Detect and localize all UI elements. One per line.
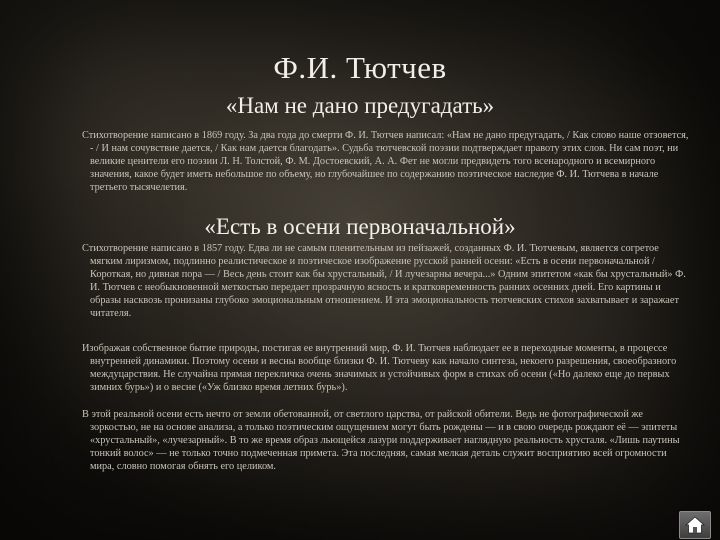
home-button[interactable] [679,511,711,539]
home-icon [685,516,705,534]
section-heading-2: «Есть в осени первоначальной» [204,214,516,239]
section-paragraph-1: Стихотворение написано в 1869 году. За два года до смерти Ф. И. Тютчев написал: «Нам не дано предугадать, / Как слово наше отзовется, - / И нам сочувствие дается, / Как нам дается благодать». Судьба тютчевской поэзии подтверждает правоту этих слов. Ни сам поэт, ни великие ценители его поэзии Л. Н. Толстой, Ф. М. Достоевский, А. А. Фет не могли предвидеть того всенародного и всемирного значения, какое будет иметь небольшое по объему, но глубочайшее по содержанию поэтическое наследие Ф. И. Тютчева в начале третьего тысячелетия. [82,130,689,193]
section-paragraph-2c: В этой реальной осени есть нечто от земли обетованной, от светлого царства, от райской обители. Ведь не фотографической же зоркостью, не на основе анализа, а только поэтическим ощущением могут быть рождены — и в свою очередь рождают её — эпитеты «хрустальный», «лучезарный». В то же время образ льющейся лазури поддерживает наглядную реальность хрусталя. «Лишь паутины тонкий волос» — не только точно подмеченная примета. Эта последняя, самая мелкая деталь служит восприятию всей огромности мира, словно помогая обнять его целиком. [82,409,680,472]
section-paragraph-2b: Изображая собственное бытие природы, постигая ее внутренний мир, Ф. И. Тютчев наблюдает ее в переходные моменты, в процессе внутренней динамики. Поэтому осени и весны вообще близки Ф. И. Тютчеву как начало синтеза, некоего разрешения, своеобразного междуцарствия. Не случайна прямая перекличка очень значимых и устойчивых форм в стихах об осени («Но далеко еще до первых зимних бурь») и о весне («Уж близко время летних бурь»). [82,343,677,393]
slide-title: Ф.И. Тютчев [273,50,447,85]
section-heading-1: «Нам не дано предугадать» [225,93,495,118]
section-paragraph-2a: Стихотворение написано в 1857 году. Едва ли не самым пленительным из пейзажей, созданных Ф. И. Тютчевым, является согретое мягким лиризмом, подлинно реалистическое и поэтическое изображение русской ранней осени: «Есть в осени первоначальной / Короткая, но дивная пора — / Весь день стоит как бы хрустальный, / И лучезарны вечера...» Одним эпитетом «как бы хрустальный» Ф. И. Тютчев с необыкновенной меткостью передает прозрачную ясность и кратковременность ранних осенних дней. Его картины и образы насквозь пронизаны глубоко эмоциональным отношением. И эта эмоциональность тютчевских стихов захватывает и заражает читателя. [82,243,686,319]
